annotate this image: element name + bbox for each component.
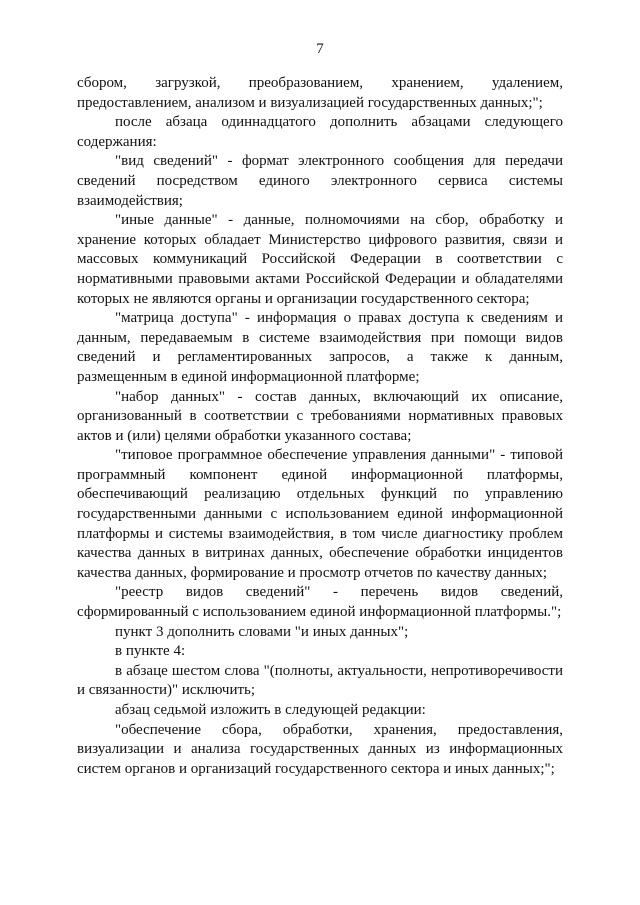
paragraph-6: "набор данных" - состав данных, включающий их описание, организованный в соответствии с требованиями нормативных правовых актов и (или) целями обработки указанного состава;: [77, 388, 563, 444]
paragraph-9: пункт 3 дополнить словами "и иных данных";: [115, 623, 409, 640]
paragraph-7: "типовое программное обеспечение управления данными" - типовой программный компонент единой информационной платформы, обеспечивающий реализацию отдельных функций по управлению государственными данными с использованием единой информационной платформы и системы взаимодействия, в том числе диагностику проблем качества данных в витринах данных, обеспечение обработки инцидентов качества данных, формирование и просмотр отчетов по качеству данных;: [77, 447, 563, 581]
paragraph-8: "реестр видов сведений" - перечень видов сведений, сформированный с использованием единой информационной платформы.";: [77, 584, 563, 621]
paragraph-12: абзац седьмой изложить в следующей редакции:: [115, 702, 426, 718]
paragraph-4: "иные данные" - данные, полномочиями на сбор, обработку и хранение которых обладает Министерство цифрового развития, связи и массовых коммуникаций Российской Федерации в соответствии с нормативными правовыми актами Российской Федерации и обладателями которых не являются органы и организации государственного сектора;: [77, 212, 563, 307]
paragraph-11: в абзаце шестом слова "(полноты, актуальности, непротиворечивости и связанности)" исключить;: [77, 662, 563, 699]
page-number: 7: [316, 41, 324, 57]
paragraph-3: "вид сведений" - формат электронного сообщения для передачи сведений посредством единого электронного сервиса системы взаимодействия;: [77, 153, 563, 209]
paragraph-10: в пункте 4:: [115, 643, 186, 660]
paragraph-13: "обеспечение сбора, обработки, хранения, предоставления, визуализации и анализа государственных данных из информационных систем органов и организаций государственного сектора и иных данных;";: [77, 721, 563, 777]
document-body: [77, 74, 563, 779]
paragraph-2: после абзаца одиннадцатого дополнить абзацами следующего содержания:: [77, 114, 563, 150]
paragraph-1: сбором, загрузкой, преобразованием, хранением, удалением, предоставлением, анализом и визуализацией государственных данных;";: [77, 75, 563, 111]
paragraph-5: "матрица доступа" - информация о правах доступа к сведениям и данным, передаваемым в системе взаимодействия при помощи видов сведений и регламентированных запросов, а также к данным, размещенным в единой информационной платформе;: [77, 310, 563, 385]
